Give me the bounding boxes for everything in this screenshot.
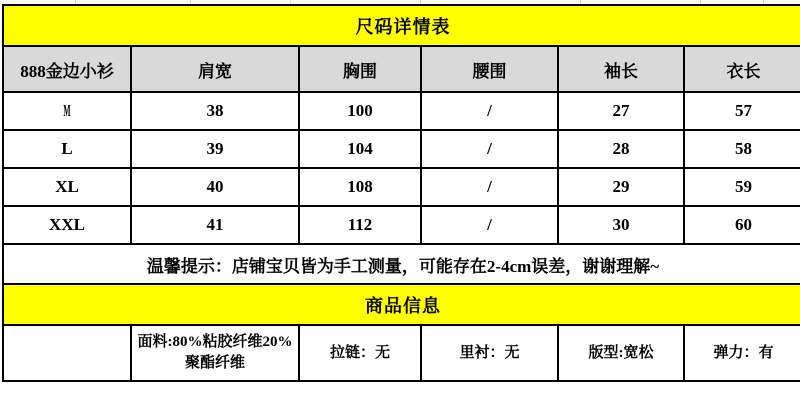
- measurement-value-cell: [684, 168, 800, 206]
- measurement-value-cell: [684, 130, 800, 168]
- product-info-cell: [3, 325, 131, 381]
- measurement-value-cell: [421, 130, 558, 168]
- measurement-value: 38: [206, 101, 224, 120]
- product-info-cell: 拉链：无: [299, 325, 421, 381]
- measurement-value-cell: [558, 168, 684, 206]
- size-column-header-cell: 腰围: [421, 46, 558, 92]
- measurement-value-cell: [299, 168, 421, 206]
- size-table-title: 尺码详情表: [3, 5, 800, 46]
- measurement-value: 108: [347, 177, 373, 196]
- size-column-header-cell: 袖长: [558, 46, 684, 92]
- product-info-cell: 弹力：有: [684, 325, 800, 381]
- measurement-value: /: [487, 177, 492, 196]
- table-row: [3, 168, 800, 206]
- measurement-value-cell: [299, 92, 421, 130]
- measurement-value: 27: [612, 101, 630, 120]
- measurement-value-cell: [558, 92, 684, 130]
- measurement-value: 100: [347, 101, 373, 120]
- measurement-value-cell: [558, 130, 684, 168]
- measurement-value: /: [487, 215, 492, 234]
- table-row: [3, 92, 800, 130]
- measurement-note: 温馨提示：店铺宝贝皆为手工测量，可能存在2-4cm误差，谢谢理解~: [3, 244, 800, 284]
- size-table-header-row: [3, 46, 800, 92]
- measurement-value: 41: [206, 215, 224, 234]
- measurement-value: 58: [735, 139, 753, 158]
- measurement-value: 60: [735, 215, 753, 234]
- size-label-cell: [3, 168, 131, 206]
- measurement-value-cell: [131, 168, 299, 206]
- product-info-cell: 里衬：无: [421, 325, 558, 381]
- measurement-value: 29: [612, 177, 630, 196]
- measurement-value-cell: [684, 92, 800, 130]
- size-label: L: [61, 139, 73, 158]
- measurement-note-row: [3, 244, 800, 284]
- measurement-value-cell: [421, 206, 558, 244]
- measurement-value: 59: [735, 177, 753, 196]
- measurement-value: /: [487, 101, 492, 120]
- measurement-value-cell: [684, 206, 800, 244]
- table-row: [3, 130, 800, 168]
- measurement-value: 30: [612, 215, 630, 234]
- size-label: XL: [55, 177, 79, 196]
- measurement-value-cell: [299, 206, 421, 244]
- measurement-value-cell: [131, 130, 299, 168]
- measurement-value-cell: [421, 168, 558, 206]
- size-label: XXL: [49, 215, 85, 234]
- measurement-value-cell: [558, 206, 684, 244]
- size-column-header-cell: 衣长: [684, 46, 800, 92]
- size-label-cell: [3, 130, 131, 168]
- product-info-title-row: [3, 284, 800, 325]
- measurement-value-cell: [421, 92, 558, 130]
- measurement-value: 57: [735, 101, 753, 120]
- product-info-row: [3, 325, 800, 381]
- size-label: M: [63, 101, 71, 120]
- measurement-value-cell: [131, 92, 299, 130]
- size-detail-table: [2, 4, 800, 382]
- size-table-title-row: [3, 5, 800, 46]
- measurement-value-cell: [131, 206, 299, 244]
- product-info-cell: 面料:80%粘胶纤维20%聚酯纤维: [131, 325, 299, 381]
- size-label-cell: [3, 206, 131, 244]
- measurement-value: 28: [612, 139, 630, 158]
- size-column-header-cell: 肩宽: [131, 46, 299, 92]
- measurement-value: 39: [206, 139, 224, 158]
- measurement-value: 112: [347, 215, 373, 234]
- size-label-cell: [3, 92, 131, 130]
- size-column-header-cell: 胸围: [299, 46, 421, 92]
- product-name-header-cell: 888金边小衫: [3, 46, 131, 92]
- measurement-value-cell: [299, 130, 421, 168]
- measurement-value: /: [487, 139, 492, 158]
- table-row: [3, 206, 800, 244]
- product-info-cell: 版型:宽松: [558, 325, 684, 381]
- measurement-value: 40: [206, 177, 224, 196]
- measurement-value: 104: [347, 139, 373, 158]
- spreadsheet-gridline-strip: [0, 0, 800, 4]
- product-info-title: 商品信息: [3, 284, 800, 325]
